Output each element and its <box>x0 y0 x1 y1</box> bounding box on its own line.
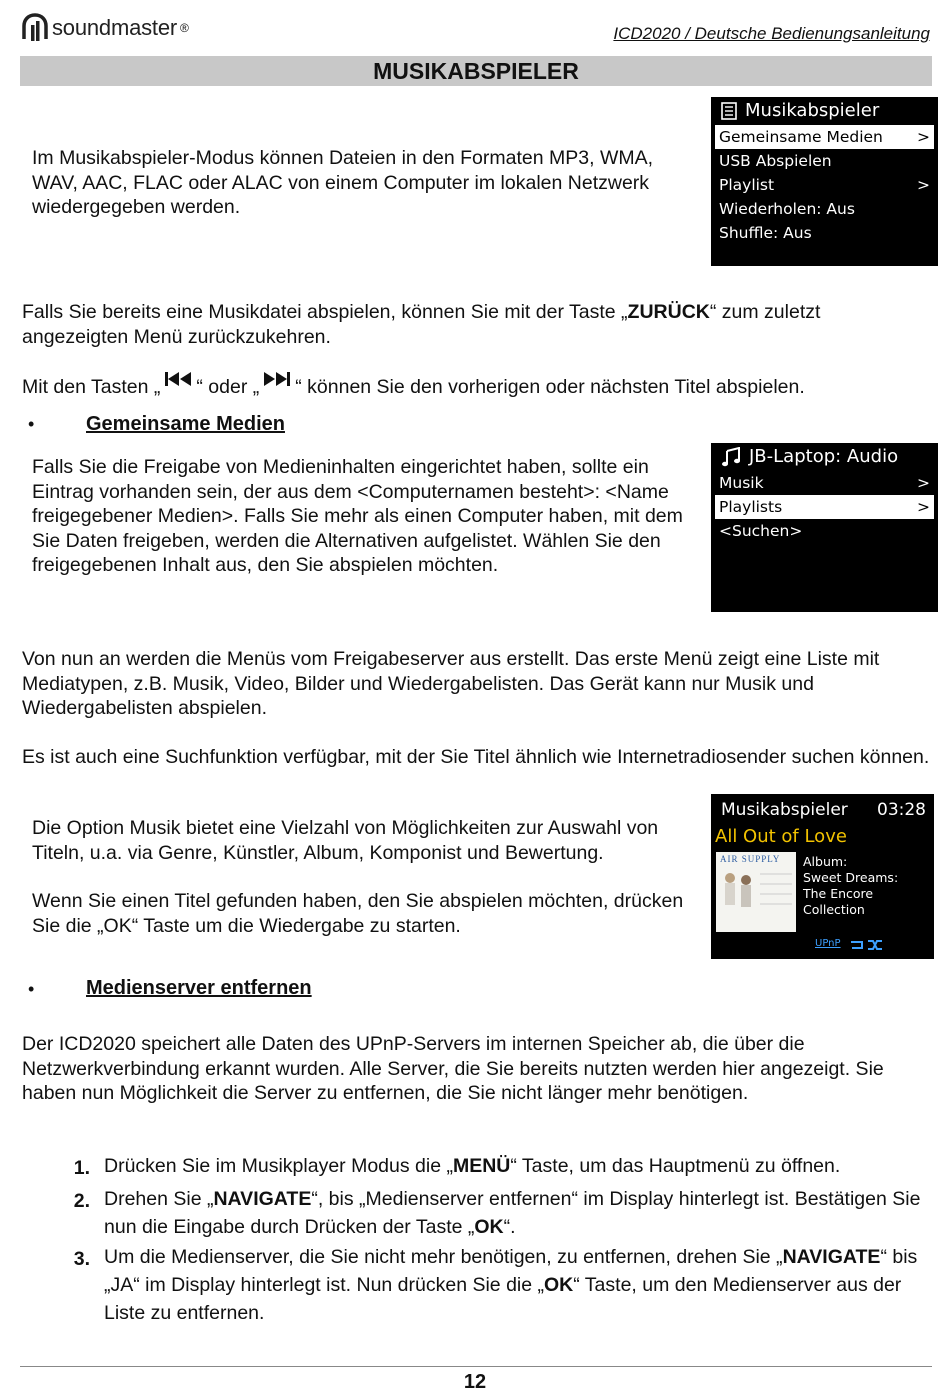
section-title: MUSIKABSPIELER <box>20 56 932 86</box>
display-screen-music-player <box>711 97 938 266</box>
menu-item-playlist[interactable]: Playlist > <box>715 173 934 197</box>
footer-divider <box>20 1366 932 1367</box>
heading-medienserver-entfernen: Medienserver entfernen <box>86 977 312 999</box>
album-cover-figures <box>716 852 796 932</box>
screen-header <box>711 443 938 471</box>
bullet-point: • <box>28 414 35 434</box>
shuffle-icon <box>867 939 883 951</box>
brand-logo <box>22 10 189 46</box>
play-instruction-paragraph: Wenn Sie einen Titel gefunden haben, den Sie abspielen möchten, drücken Sie die „OK“ Taste um die Wiedergabe zu starten. <box>32 890 684 937</box>
menu-item-suchen[interactable]: <Suchen> <box>719 522 803 540</box>
step-2: Drehen Sie „NAVIGATE“, bis „Medienserver entfernen“ im Display hinterlegt ist. Bestätigen Sie nun die Eingabe durch Drücken der Taste „OK“. <box>104 1188 921 1238</box>
step-3: Um die Medienserver, die Sie nicht mehr benötigen, zu entfernen, drehen Sie „NAVIGATE“ bis „JA“ im Display hinterlegt ist. Nun drücken Sie die „OK“ Taste, um den Medienserver aus der Liste zu entfernen. <box>104 1246 918 1324</box>
menu-item-gemeinsame-medien[interactable]: Gemeinsame Medien > <box>715 125 934 149</box>
playback-time: 03:28 <box>877 800 926 820</box>
upnp-icon: UPnP <box>815 938 841 949</box>
menu-item-wiederholen[interactable]: Wiederholen: Aus <box>719 200 855 218</box>
album-cover-text: AIR SUPPLY <box>720 854 781 864</box>
album-cover <box>716 852 796 932</box>
previous-track-icon <box>164 371 192 387</box>
menus-paragraph: Von nun an werden die Menüs vom Freigabeserver aus erstellt. Das erste Menü zeigt eine Liste mit Mediatypen, z.B. Musik, Video, Bilder und Wiedergabelisten. Das Gerät kann nur Musik und Wiedergabelisten abspielen. <box>22 648 880 719</box>
display-screen-now-playing <box>711 794 934 959</box>
brand-name: soundmaster <box>52 15 177 40</box>
chevron-right-icon: > <box>917 474 930 492</box>
display-screen-jb-laptop <box>711 443 938 612</box>
screen-title: Musikabspieler <box>721 800 848 820</box>
album-info: Album: Sweet Dreams: The Encore Collection <box>803 854 899 917</box>
chevron-right-icon: > <box>917 498 930 516</box>
heading-gemeinsame-medien: Gemeinsame Medien <box>86 413 285 435</box>
shared-media-paragraph: Falls Sie die Freigabe von Medieninhalten eingerichtet haben, sollte ein Eintrag vorhanden sein, der aus dem <Computernamen besteht>: <Name freigegebener Medien>. Falls Sie mehr als einen Computer haben, mit dem Sie Daten freigeben, werden die Alternativen aufgelistet. Wählen Sie den freigegebenen Inhalt aus, den Sie abspielen möchten. <box>32 456 683 576</box>
menu-item-usb-abspielen[interactable]: USB Abspielen <box>719 152 832 170</box>
track-title: All Out of Love <box>715 826 847 847</box>
back-key-paragraph: Falls Sie bereits eine Musikdatei abspielen, können Sie mit der Taste „ZURÜCK“ zum zuletzt angezeigten Menü zurückzukehren. <box>22 301 821 348</box>
screen-header <box>711 97 938 125</box>
music-option-paragraph: Die Option Musik bietet eine Vielzahl von Möglichkeiten zur Auswahl von Titeln, u.a. via Genre, Künstler, Album, Komponist und Bewertung. <box>32 817 659 864</box>
screen-title: JB-Laptop: Audio <box>749 446 899 467</box>
list-icon <box>721 102 737 120</box>
screen-title: Musikabspieler <box>745 100 880 121</box>
chevron-right-icon: > <box>917 176 930 194</box>
step-number: 2. <box>73 1190 90 1212</box>
bullet-point: • <box>28 979 35 999</box>
menu-item-shuffle[interactable]: Shuffle: Aus <box>719 224 812 242</box>
search-paragraph: Es ist auch eine Suchfunktion verfügbar, mit der Sie Titel ähnlich wie Internetradiosender suchen können. <box>22 746 930 768</box>
brand-registered-mark: ® <box>179 21 189 35</box>
music-note-icon <box>721 447 741 467</box>
intro-paragraph: Im Musikabspieler-Modus können Dateien in den Formaten MP3, WMA, WAV, AAC, FLAC oder ALAC von einem Computer im lokalen Netzwerk wiedergegeben werden. <box>32 147 654 218</box>
skip-keys-paragraph: Mit den Tasten „ “ oder „ “ können Sie den vorherigen oder nächsten Titel abspielen. <box>22 371 927 400</box>
soundmaster-logo-icon <box>22 13 48 43</box>
step-number: 1. <box>73 1157 90 1179</box>
repeat-icon <box>849 939 865 951</box>
remove-server-paragraph: Der ICD2020 speichert alle Daten des UPnP-Servers im internen Speicher ab, die über die Netzwerkverbindung erkannt wurden. Alle Server, die Sie bereits nutzten werden hier angezeigt. Sie haben nun Möglichkeit die Server zu entfernen, die Sie nicht länger mehr benötigen. <box>22 1033 884 1104</box>
next-track-icon <box>263 371 291 387</box>
step-number: 3. <box>73 1248 90 1270</box>
document-id: ICD2020 / Deutsche Bedienungsanleitung <box>613 24 930 43</box>
page-number: 12 <box>463 1371 487 1393</box>
step-1: Drücken Sie im Musikplayer Modus die „MENÜ“ Taste, um das Hauptmenü zu öffnen. <box>104 1155 841 1177</box>
menu-item-playlists[interactable]: Playlists > <box>715 495 934 519</box>
chevron-right-icon: > <box>917 128 930 146</box>
menu-item-musik[interactable]: Musik > <box>715 471 934 495</box>
key-zurueck: ZURÜCK <box>627 301 710 323</box>
